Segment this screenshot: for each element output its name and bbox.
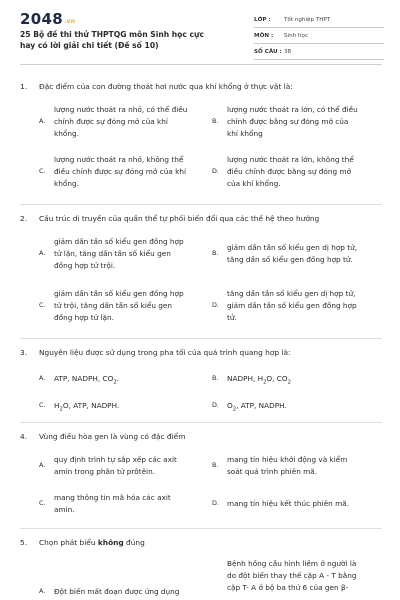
meta-count-value: 38 bbox=[284, 49, 292, 55]
option-line: amin. bbox=[54, 505, 75, 514]
option-label: D. bbox=[212, 167, 219, 175]
header-divider bbox=[20, 64, 382, 65]
question-text-pre: Chọn phát biểu bbox=[39, 538, 98, 547]
option-line: Đột biến mất đoạn được ứng dụng bbox=[54, 587, 180, 596]
question-text bbox=[39, 538, 379, 547]
option-label: B. bbox=[212, 374, 219, 382]
option-line: giảm dần tần số kiểu gen dị hợp tử, bbox=[227, 243, 358, 252]
option-line: tử trội, tăng dần tần số kiểu gen bbox=[54, 301, 173, 310]
option-line: do đột biến thay thế cặp A - T bằng bbox=[227, 571, 357, 580]
option-line: của khí khổng. bbox=[227, 179, 281, 188]
option-label: C. bbox=[39, 167, 46, 175]
question-text-emphasis: không bbox=[97, 538, 124, 547]
option-label: C. bbox=[39, 499, 46, 507]
option-line: đồng hợp tử lặn. bbox=[54, 313, 114, 322]
question-text: Vùng điều hòa gen là vùng có đặc điểm bbox=[39, 432, 186, 441]
question-number: 3. bbox=[20, 348, 28, 357]
question-text: Đặc điểm của con đường thoát hơi nước qua khí khổng ở thực vật là: bbox=[39, 82, 293, 91]
option-label: D. bbox=[212, 301, 219, 309]
question-text-post: đúng bbox=[123, 538, 145, 547]
option-line: lượng nước thoát ra nhỏ, không thể bbox=[54, 155, 184, 164]
exam-title: 25 Bộ đề thi thử THPTQG môn Sinh học cực hay có lời giải chi tiết (Đề số 10) bbox=[20, 30, 204, 50]
question-text: Nguyên liệu được sử dụng trong pha tối của quá trình quang hợp là: bbox=[39, 348, 291, 357]
option-label: A. bbox=[39, 587, 46, 595]
option-line: điều chỉnh được sự đóng mở của khí bbox=[54, 167, 186, 176]
question-number: 5. bbox=[20, 538, 28, 547]
question-divider bbox=[20, 204, 382, 205]
option-label: C. bbox=[39, 301, 46, 309]
option-line: giảm dần tần số kiểu gen đồng hợp bbox=[227, 301, 357, 310]
option-line: chỉnh được bằng sự đóng mở của bbox=[227, 117, 349, 126]
option-line: giảm dần tần số kiểu gen đồng hợp bbox=[54, 237, 184, 246]
option-line: khí khổng bbox=[227, 129, 263, 138]
option-line: khổng. bbox=[54, 129, 79, 138]
option-label: C. bbox=[39, 401, 46, 409]
option-label: B. bbox=[212, 117, 219, 125]
option-label: A. bbox=[39, 461, 46, 469]
option-line: tăng dần số kiểu gen đồng hợp tử. bbox=[227, 255, 353, 264]
option-label: D. bbox=[212, 401, 219, 409]
question-divider bbox=[20, 422, 382, 423]
option-line: đồng hợp tử trội. bbox=[54, 261, 116, 270]
meta-grade bbox=[254, 14, 384, 28]
question-number: 2. bbox=[20, 214, 28, 223]
logo-main: 2048 bbox=[20, 10, 63, 28]
option-line: điều chỉnh được bằng sự đóng mở bbox=[227, 167, 352, 176]
option-line: tăng dần tần số kiểu gen dị hợp tử, bbox=[227, 289, 356, 298]
question-text: Cấu trúc di truyền của quần thể tự phối biến đổi qua các thế hệ theo hướng bbox=[39, 214, 320, 223]
option-line: $O_2$, ATP, NADPH. bbox=[227, 401, 287, 413]
option-line: mang tín hiệu kết thúc phiên mã. bbox=[227, 499, 350, 508]
option-line: cặp T- A ở bộ ba thứ 6 của gen β- bbox=[227, 583, 349, 592]
option-label: B. bbox=[212, 249, 219, 257]
option-line: lượng nước thoát ra lớn, không thể bbox=[227, 155, 354, 164]
option-line: NADPH, $H_2O$, $CO_2$ bbox=[227, 374, 291, 386]
option-label: A. bbox=[39, 374, 46, 382]
logo-suffix: .vn bbox=[63, 18, 76, 25]
option-line: mang tín hiệu khởi động và kiểm bbox=[227, 455, 348, 464]
question-divider bbox=[20, 338, 382, 339]
option-line: tử lặn, tăng dần tần số kiểu gen bbox=[54, 249, 171, 258]
option-line: chỉnh được sự đóng mở của khí bbox=[54, 117, 168, 126]
option-label: A. bbox=[39, 117, 46, 125]
meta-subject-key: MÔN : bbox=[254, 33, 274, 39]
option-label: B. bbox=[212, 461, 219, 469]
question-divider bbox=[20, 528, 382, 529]
option-label: A. bbox=[39, 249, 46, 257]
option-line: lượng nước thoát ra lớn, có thể điều bbox=[227, 105, 358, 114]
option-line: lượng nước thoát ra nhỏ, có thể điều bbox=[54, 105, 188, 114]
meta-subject bbox=[254, 30, 384, 44]
meta-grade-value: Tốt nghiệp THPT bbox=[284, 17, 331, 23]
document-header bbox=[0, 0, 400, 62]
option-line: mang thông tin mã hóa các axit bbox=[54, 493, 171, 502]
option-line: khổng. bbox=[54, 179, 79, 188]
option-line: ATP, NADPH, $CO_2$. bbox=[54, 374, 119, 386]
option-line: quy định trình tự sắp xếp các axit bbox=[54, 455, 177, 464]
meta-count bbox=[254, 46, 384, 60]
meta-subject-value: Sinh học bbox=[284, 33, 309, 39]
option-line: soát quá trình phiên mã. bbox=[227, 467, 318, 476]
meta-grade-key: LỚP : bbox=[254, 17, 271, 23]
site-logo[interactable] bbox=[20, 10, 75, 28]
option-line: $H_2O$, ATP, NADPH. bbox=[54, 401, 120, 413]
option-line: Bệnh hồng cầu hình liềm ở người là bbox=[227, 559, 357, 568]
option-line: giảm dần tần số kiểu gen đồng hợp bbox=[54, 289, 184, 298]
option-label: D. bbox=[212, 499, 219, 507]
option-line: amin trong phân tử prôtêin. bbox=[54, 467, 156, 476]
question-number: 1. bbox=[20, 82, 28, 91]
option-line: tử. bbox=[227, 313, 237, 322]
question-number: 4. bbox=[20, 432, 28, 441]
meta-count-key: SỐ CÂU : bbox=[254, 49, 282, 55]
